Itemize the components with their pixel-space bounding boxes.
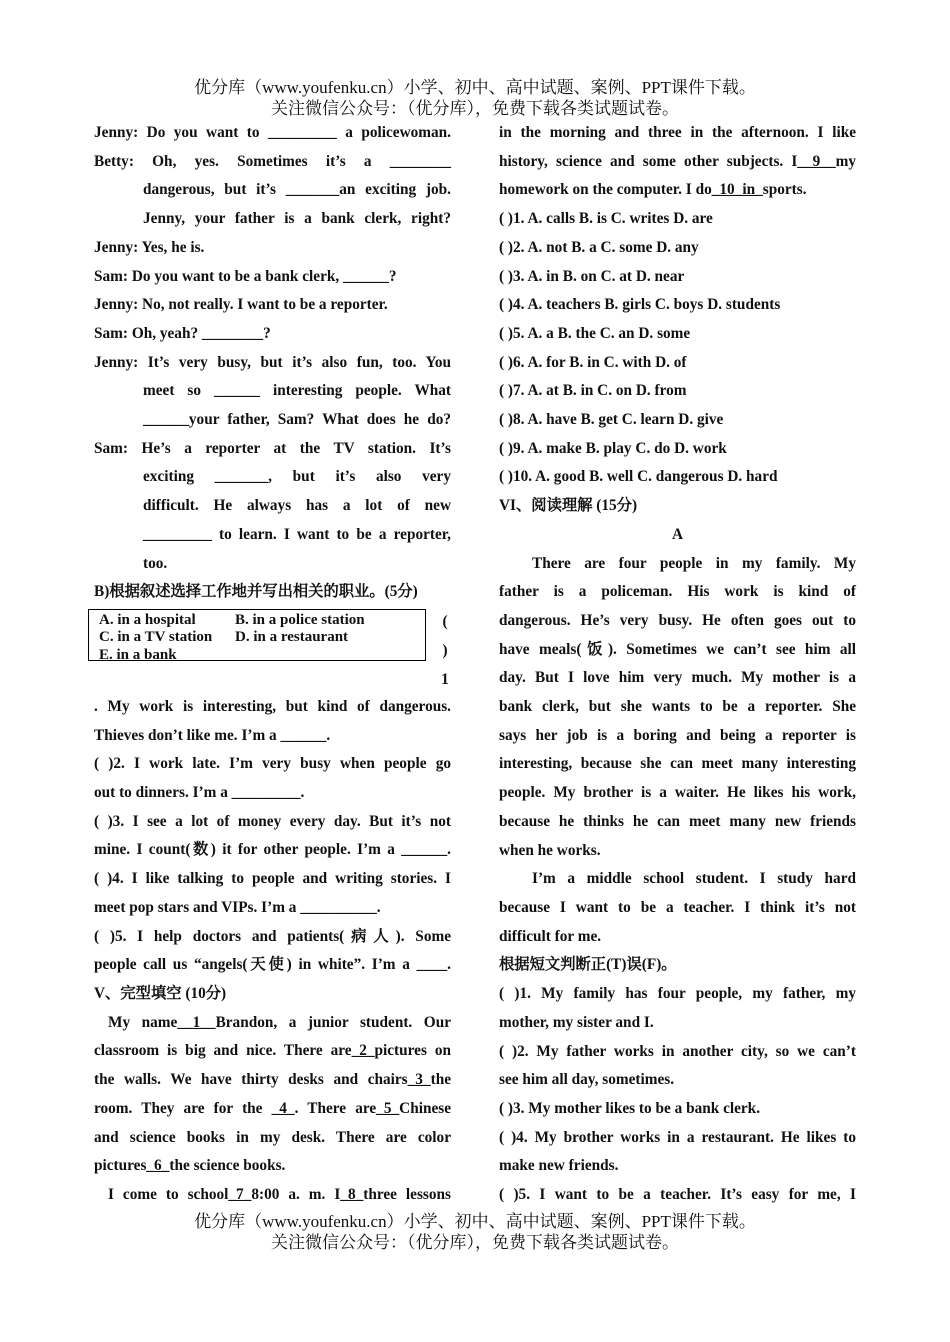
cloze-option: ( )8. A. have B. get C. learn D. give	[499, 411, 724, 429]
page-header	[0, 77, 950, 119]
dialog-line: Jenny: Do you want to _________ a policewoman.	[94, 124, 451, 141]
tf-question: ( )1. My family has four people, my father, my	[499, 985, 856, 1003]
cloze-option: ( )5. A. a B. the C. an D. some	[499, 324, 691, 342]
dialog-line: meet so ______ interesting people. What	[143, 382, 451, 400]
cloze-line: room. They are for the _4_. There are_5_Chinese	[94, 1099, 452, 1117]
option: A. in a hospital	[99, 611, 196, 628]
cloze-line: and science books in my desk. There are color	[94, 1128, 451, 1146]
dialog-line: exciting _______, but it’s also very	[143, 468, 451, 486]
option: C. in a TV station	[99, 629, 213, 646]
paren-open: (	[442, 612, 448, 630]
cloze-option: ( )1. A. calls B. is C. writes D. are	[499, 210, 713, 228]
cloze-line: history, science and some other subjects. I__9__my	[499, 152, 856, 170]
question-line: ( )2. I work late. I’m very busy when people go	[94, 755, 451, 773]
header-line-1: 优分库（www.youfenku.cn）小学、初中、高中试题、案例、PPT课件下载。	[194, 78, 756, 97]
blank[interactable]: _7_	[228, 1185, 252, 1203]
passage-line: day. But I love him very much. My mother is a	[499, 669, 856, 687]
cloze-option: ( )7. A. at B. in C. on D. from	[499, 382, 687, 400]
blank[interactable]: _10_	[711, 181, 743, 199]
cloze-option: ( )2. A. not B. a C. some D. any	[499, 238, 699, 256]
blank[interactable]: _8_	[340, 1185, 364, 1203]
cloze-option: ( )4. A. teachers B. girls C. boys D. students	[499, 296, 781, 314]
dialog-line: Jenny: No, not really. I want to be a reporter.	[94, 296, 388, 314]
footer-line-2: 关注微信公众号：（优分库），免费下载各类试题试卷。	[271, 1233, 679, 1252]
cloze-option: ( )9. A. make B. play C. do D. work	[499, 439, 727, 457]
tf-instruction: 根据短文判断正(T)误(F)。	[499, 956, 677, 974]
cloze-line: in the morning and three in the afternoon. I like	[499, 124, 856, 141]
passage-line: says her job is a boring and being a reporter is	[499, 726, 856, 744]
question-number: 1	[441, 670, 449, 688]
cloze-line: homework on the computer. I do_10_in_sports.	[499, 181, 807, 199]
passage-line: dangerous. He’s very busy. He often goes out to	[499, 611, 856, 629]
dialog-line: Jenny: Yes, he is.	[94, 238, 205, 256]
question-line: mine. I count(数) it for other people. I’m a ______.	[94, 841, 451, 859]
question-line: ( )5. I help doctors and patients(病人). Some	[94, 927, 451, 945]
question-line: ( )3. I see a lot of money every day. But it’s not	[94, 812, 451, 830]
part-b-options-row	[94, 607, 451, 693]
passage-line: when he works.	[499, 841, 601, 859]
passage-label: A	[671, 525, 684, 543]
cloze-option: ( )6. A. for B. in C. with D. of	[499, 353, 687, 371]
cloze-line: the walls. We have thirty desks and chairs_3_the	[94, 1071, 451, 1089]
question-line: Thieves don’t like me. I’m a ______.	[94, 726, 331, 744]
footer-line-1: 优分库（www.youfenku.cn）小学、初中、高中试题、案例、PPT课件下载。	[194, 1212, 756, 1231]
passage-line: There are four people in my family. My	[532, 554, 856, 572]
dialog-line: Jenny: It’s very busy, but it’s also fun, too. You	[94, 353, 451, 371]
cloze-line: classroom is big and nice. There are_2_pictures on	[94, 1042, 451, 1060]
tf-question: ( )4. My brother works in a restaurant. He likes to	[499, 1128, 856, 1146]
passage-line: because he thinks he can meet many new friends	[499, 812, 856, 830]
blank[interactable]: _3_	[407, 1071, 431, 1089]
passage-line: difficult for me.	[499, 927, 602, 945]
option: E. in a bank	[99, 646, 177, 663]
options-box	[88, 609, 426, 661]
blank[interactable]: __9__	[797, 152, 836, 170]
dialog-line: Sam: He’s a reporter at the TV station. It’s	[94, 439, 451, 457]
dialog-line: _________ to learn. I want to be a reporter,	[143, 525, 451, 543]
cloze-title: V、完型填空 (10分)	[94, 984, 227, 1002]
blank[interactable]: _5_	[376, 1099, 400, 1117]
passage-line: I’m a middle school student. I study hard	[532, 870, 856, 888]
blank[interactable]: _6_	[146, 1157, 170, 1175]
passage-line: because I want to be a teacher. I think it’s not	[499, 898, 856, 916]
tf-question: see him all day, sometimes.	[499, 1071, 675, 1089]
blank[interactable]: __1__	[177, 1013, 216, 1031]
question-line: meet pop stars and VIPs. I’m a __________.	[94, 898, 381, 916]
passage-line: interesting, because she can meet many interesting	[499, 755, 856, 773]
dialog-line: Sam: Oh, yeah? ________?	[94, 324, 271, 342]
question-line: people call us “angels(天使) in white”. I’m a ____.	[94, 956, 451, 974]
right-column	[499, 119, 856, 1210]
question-line: ( )4. I like talking to people and writing stories. I	[94, 870, 451, 888]
dialog-line: too.	[143, 554, 168, 572]
tf-question: mother, my sister and I.	[499, 1013, 654, 1031]
tf-question: ( )2. My father works in another city, so we can’t	[499, 1042, 856, 1060]
cloze-option: ( )3. A. in B. on C. at D. near	[499, 267, 685, 285]
question-line: . My work is interesting, but kind of dangerous.	[94, 697, 451, 715]
part-b-title: B)根据叙述选择工作地并写出相关的职业。(5分)	[94, 583, 418, 601]
question-line: out to dinners. I’m a _________.	[94, 784, 305, 802]
cloze-line: I come to school_7_8:00 a. m. I_8_three lessons	[108, 1185, 451, 1203]
dialog-line: Betty: Oh, yes. Sometimes it’s a ________	[94, 152, 451, 170]
dialog-line: Jenny, your father is a bank clerk, right?	[143, 210, 451, 228]
tf-question: ( )5. I want to be a teacher. It’s easy for me, I	[499, 1186, 856, 1204]
blank[interactable]: _2_	[351, 1042, 375, 1060]
header-line-2: 关注微信公众号：（优分库），免费下载各类试题试卷。	[271, 99, 679, 118]
option: D. in a restaurant	[235, 629, 349, 646]
reading-title: VI、阅读理解 (15分)	[499, 497, 638, 515]
tf-question: make new friends.	[499, 1157, 619, 1175]
passage-line: people. My brother is a waiter. He likes his work,	[499, 784, 856, 802]
passage-line: have meals(饭). Sometimes we can’t see him all	[499, 640, 856, 658]
paren-close: )	[442, 641, 448, 659]
tf-question: ( )3. My mother likes to be a bank clerk.	[499, 1099, 761, 1117]
page-footer	[0, 1211, 950, 1253]
left-column	[94, 119, 451, 1210]
cloze-line: pictures_6_the science books.	[94, 1157, 286, 1175]
dialog-line: Sam: Do you want to be a bank clerk, ______?	[94, 267, 397, 285]
dialog-line: difficult. He always has a lot of new	[143, 497, 451, 515]
answer-paren[interactable]	[439, 607, 451, 694]
dialog-line: ______your father, Sam? What does he do?	[143, 411, 451, 429]
option: B. in a police station	[235, 611, 365, 628]
cloze-line: My name__1__Brandon, a junior student. Our	[108, 1013, 451, 1031]
passage-line: father is a policeman. His work is kind of	[499, 583, 856, 601]
passage-line: bank clerk, but she wants to be a reporter. She	[499, 698, 856, 716]
blank[interactable]: _4_	[271, 1099, 295, 1117]
cloze-option: ( )10. A. good B. well C. dangerous D. hard	[499, 468, 778, 486]
dialog-line: dangerous, but it’s _______an exciting job.	[143, 181, 451, 199]
